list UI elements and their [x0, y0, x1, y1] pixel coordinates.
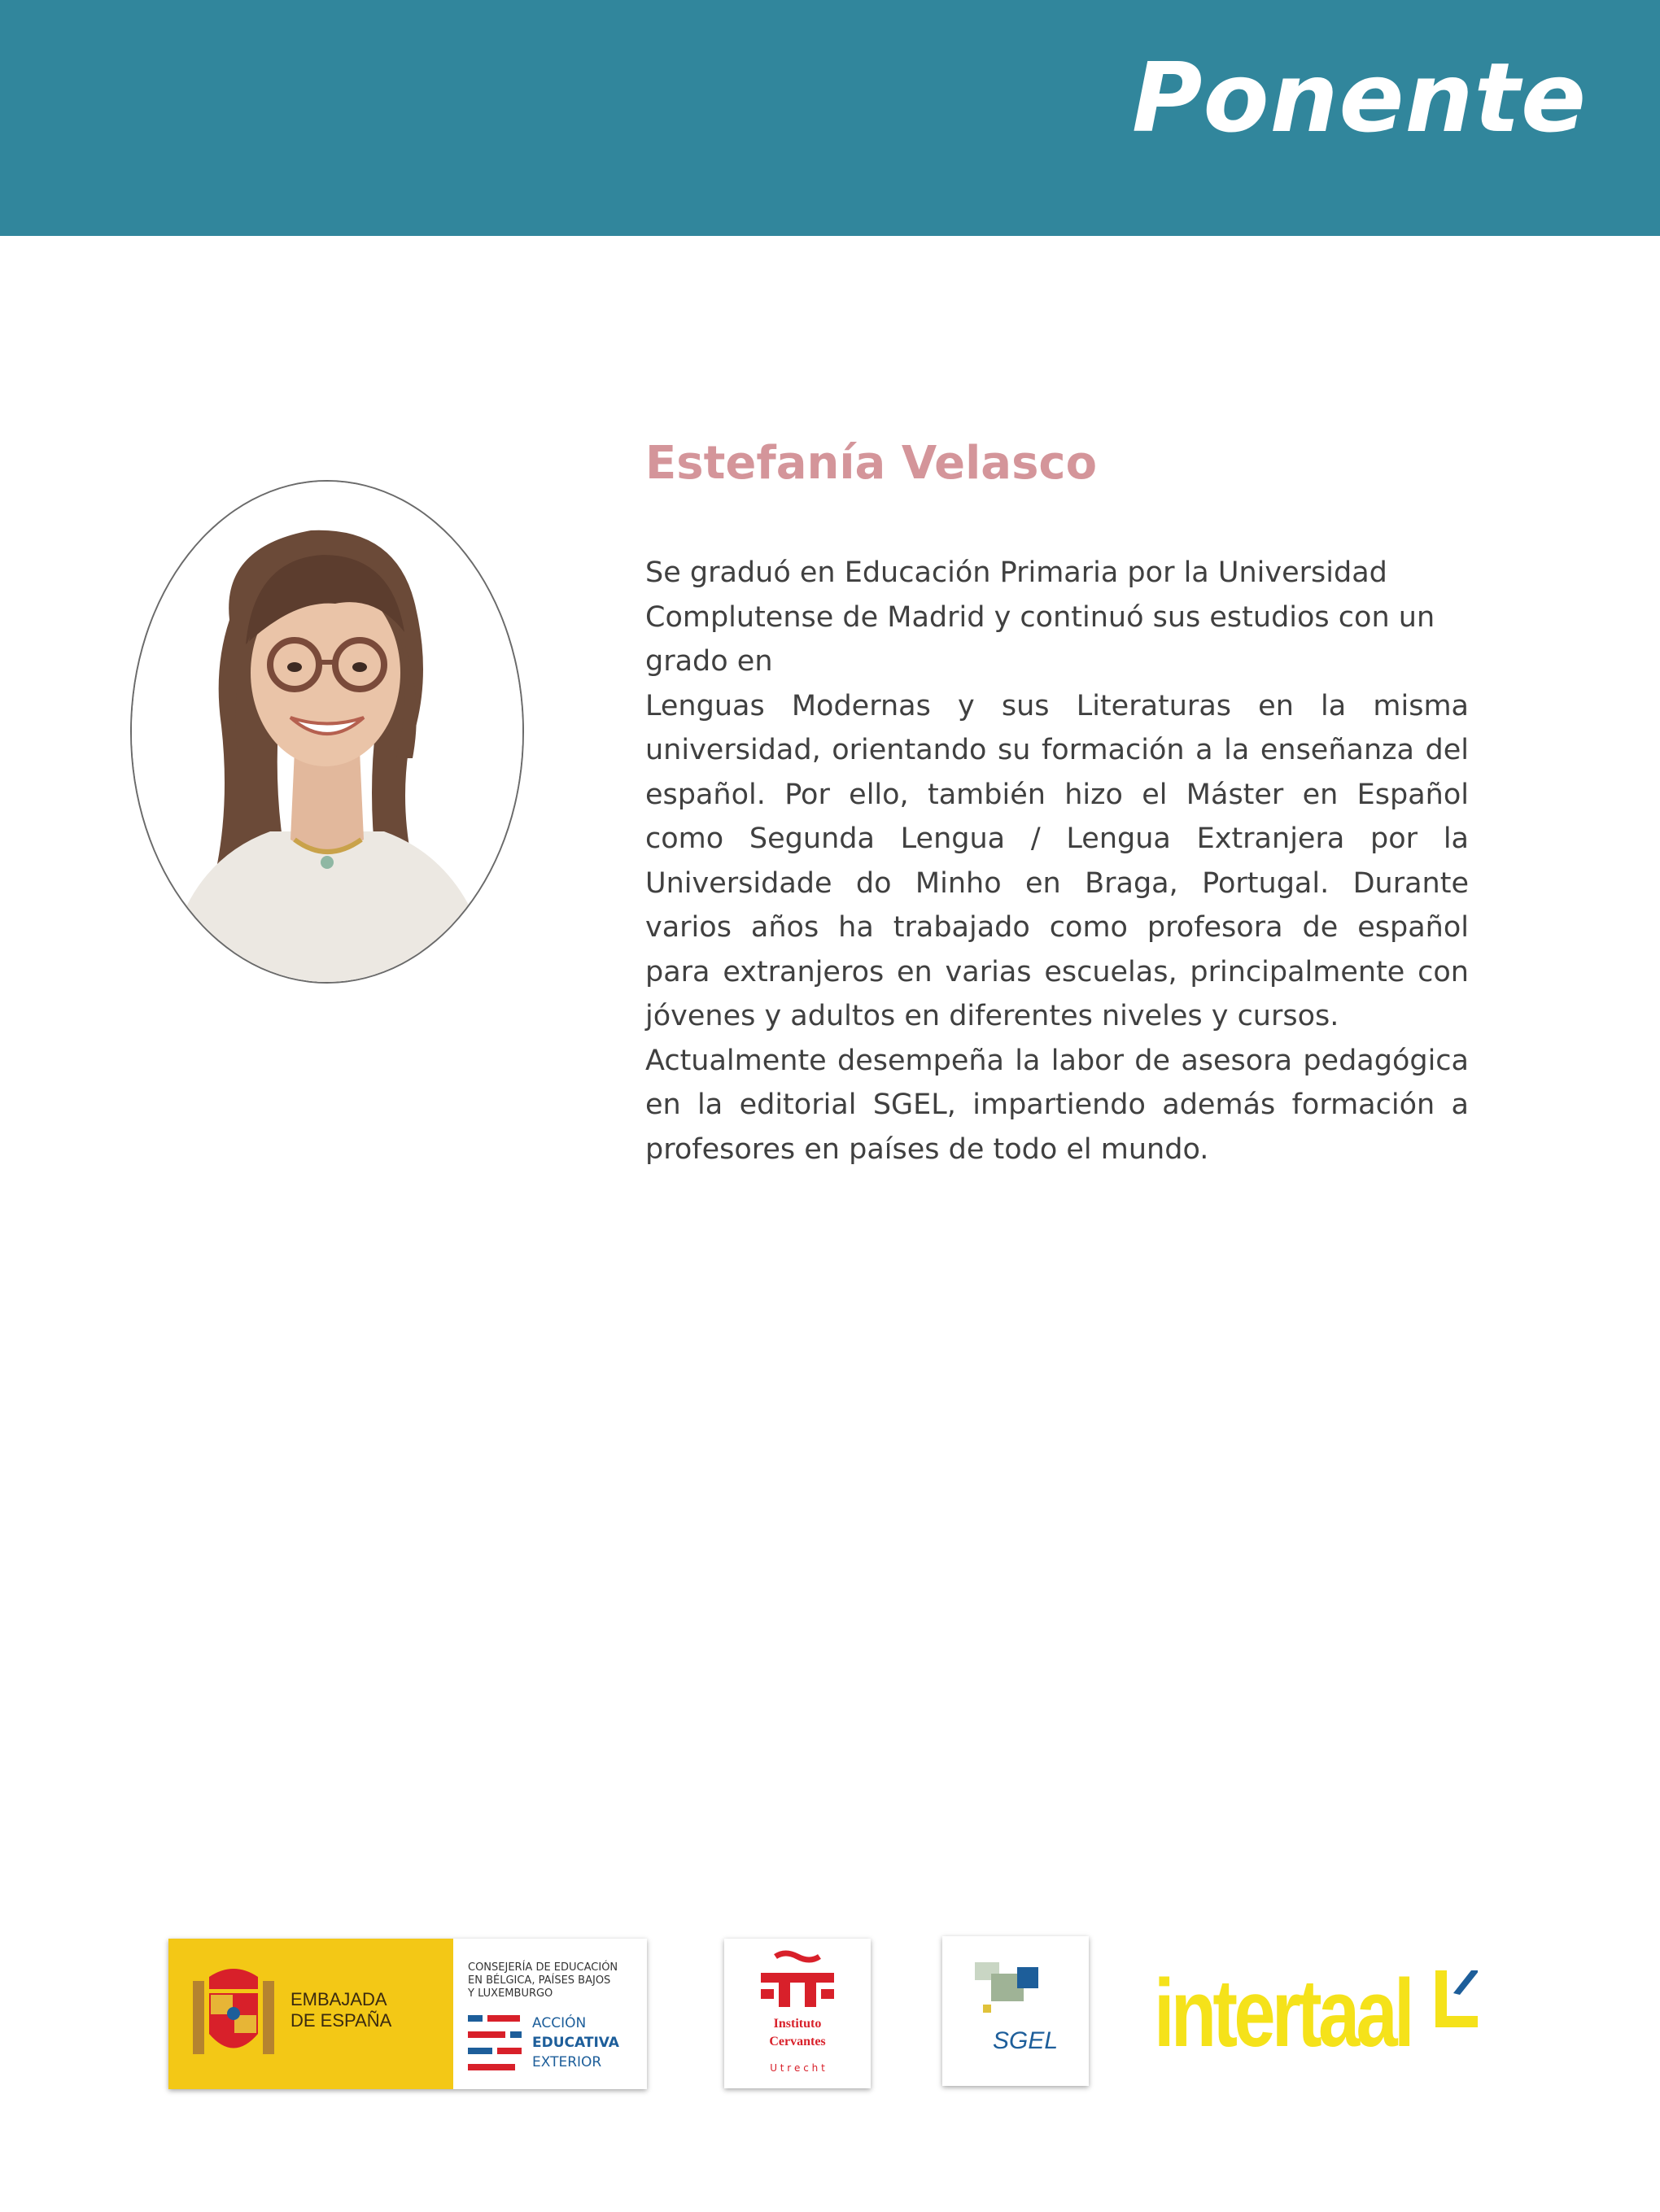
consejeria-line-1: CONSEJERÍA DE EDUCACIÓN: [468, 1961, 618, 1974]
speaker-photo: [132, 482, 522, 982]
sgel-logo: [942, 1936, 1089, 2086]
consejeria-line-2: EN BÉLGICA, PAÍSES BAJOS: [468, 1974, 611, 1987]
accion-line-3: EXTERIOR: [532, 2054, 602, 2070]
speaker-portrait: [130, 480, 524, 984]
embajada-line-1: EMBAJADA: [290, 1989, 387, 2009]
intertaal-arrow-icon: [1429, 1970, 1478, 2035]
sgel-text: SGEL: [993, 2027, 1059, 2054]
cervantes-line-2: Cervantes: [769, 2035, 826, 2048]
bio-paragraph: Actualmente desempeña la labor de asesora pedagógica en la editorial SGEL, impartiendo además formación a profesores en países de todo el mundo.: [645, 1044, 1469, 1166]
embajada-yellow-panel: [168, 1939, 453, 2089]
speaker-name: Estefanía Velasco: [645, 437, 1098, 490]
embajada-logo: [168, 1939, 647, 2089]
cervantes-line-1: Instituto: [773, 2017, 822, 2031]
bio-paragraph: Se graduó en Educación Primaria por la Universidad Complutense de Madrid y continuó sus estudios con un grado en: [645, 556, 1435, 678]
bio-paragraph: Lenguas Modernas y sus Literaturas en la misma universidad, orientando su formación a la enseñanza del español. Por ello, también hizo el Máster en Español como Segunda Lengua / Lengua Extranjera por la Universidade do Minho en Braga, Portugal. Durante varios años ha trabajado como profesora de español para extranjeros en varias escuelas, principalmente con jóvenes y adultos en diferentes niveles y cursos.: [645, 689, 1469, 1032]
page-title: Ponente: [1131, 41, 1587, 154]
speaker-bio: [645, 551, 1469, 1171]
sgel-squares-icon: [975, 1962, 1056, 2027]
instituto-cervantes-logo: [724, 1939, 871, 2088]
cervantes-emblem-icon: [753, 1950, 842, 2015]
intertaal-text: intertaal: [1154, 1960, 1411, 2067]
consejeria-line-3: Y LUXEMBURGO: [468, 1987, 553, 2000]
coat-of-arms-icon: [185, 1957, 282, 2070]
accion-educativa-icon: [468, 2012, 525, 2075]
embajada-line-2: DE ESPAÑA: [290, 2010, 392, 2031]
accion-line-2: EDUCATIVA: [532, 2035, 619, 2051]
cervantes-city: U t r e c h t: [770, 2062, 825, 2074]
accion-line-1: ACCIÓN: [532, 2015, 587, 2031]
intertaal-logo: [1154, 1961, 1479, 2075]
header-banner: [0, 0, 1660, 236]
